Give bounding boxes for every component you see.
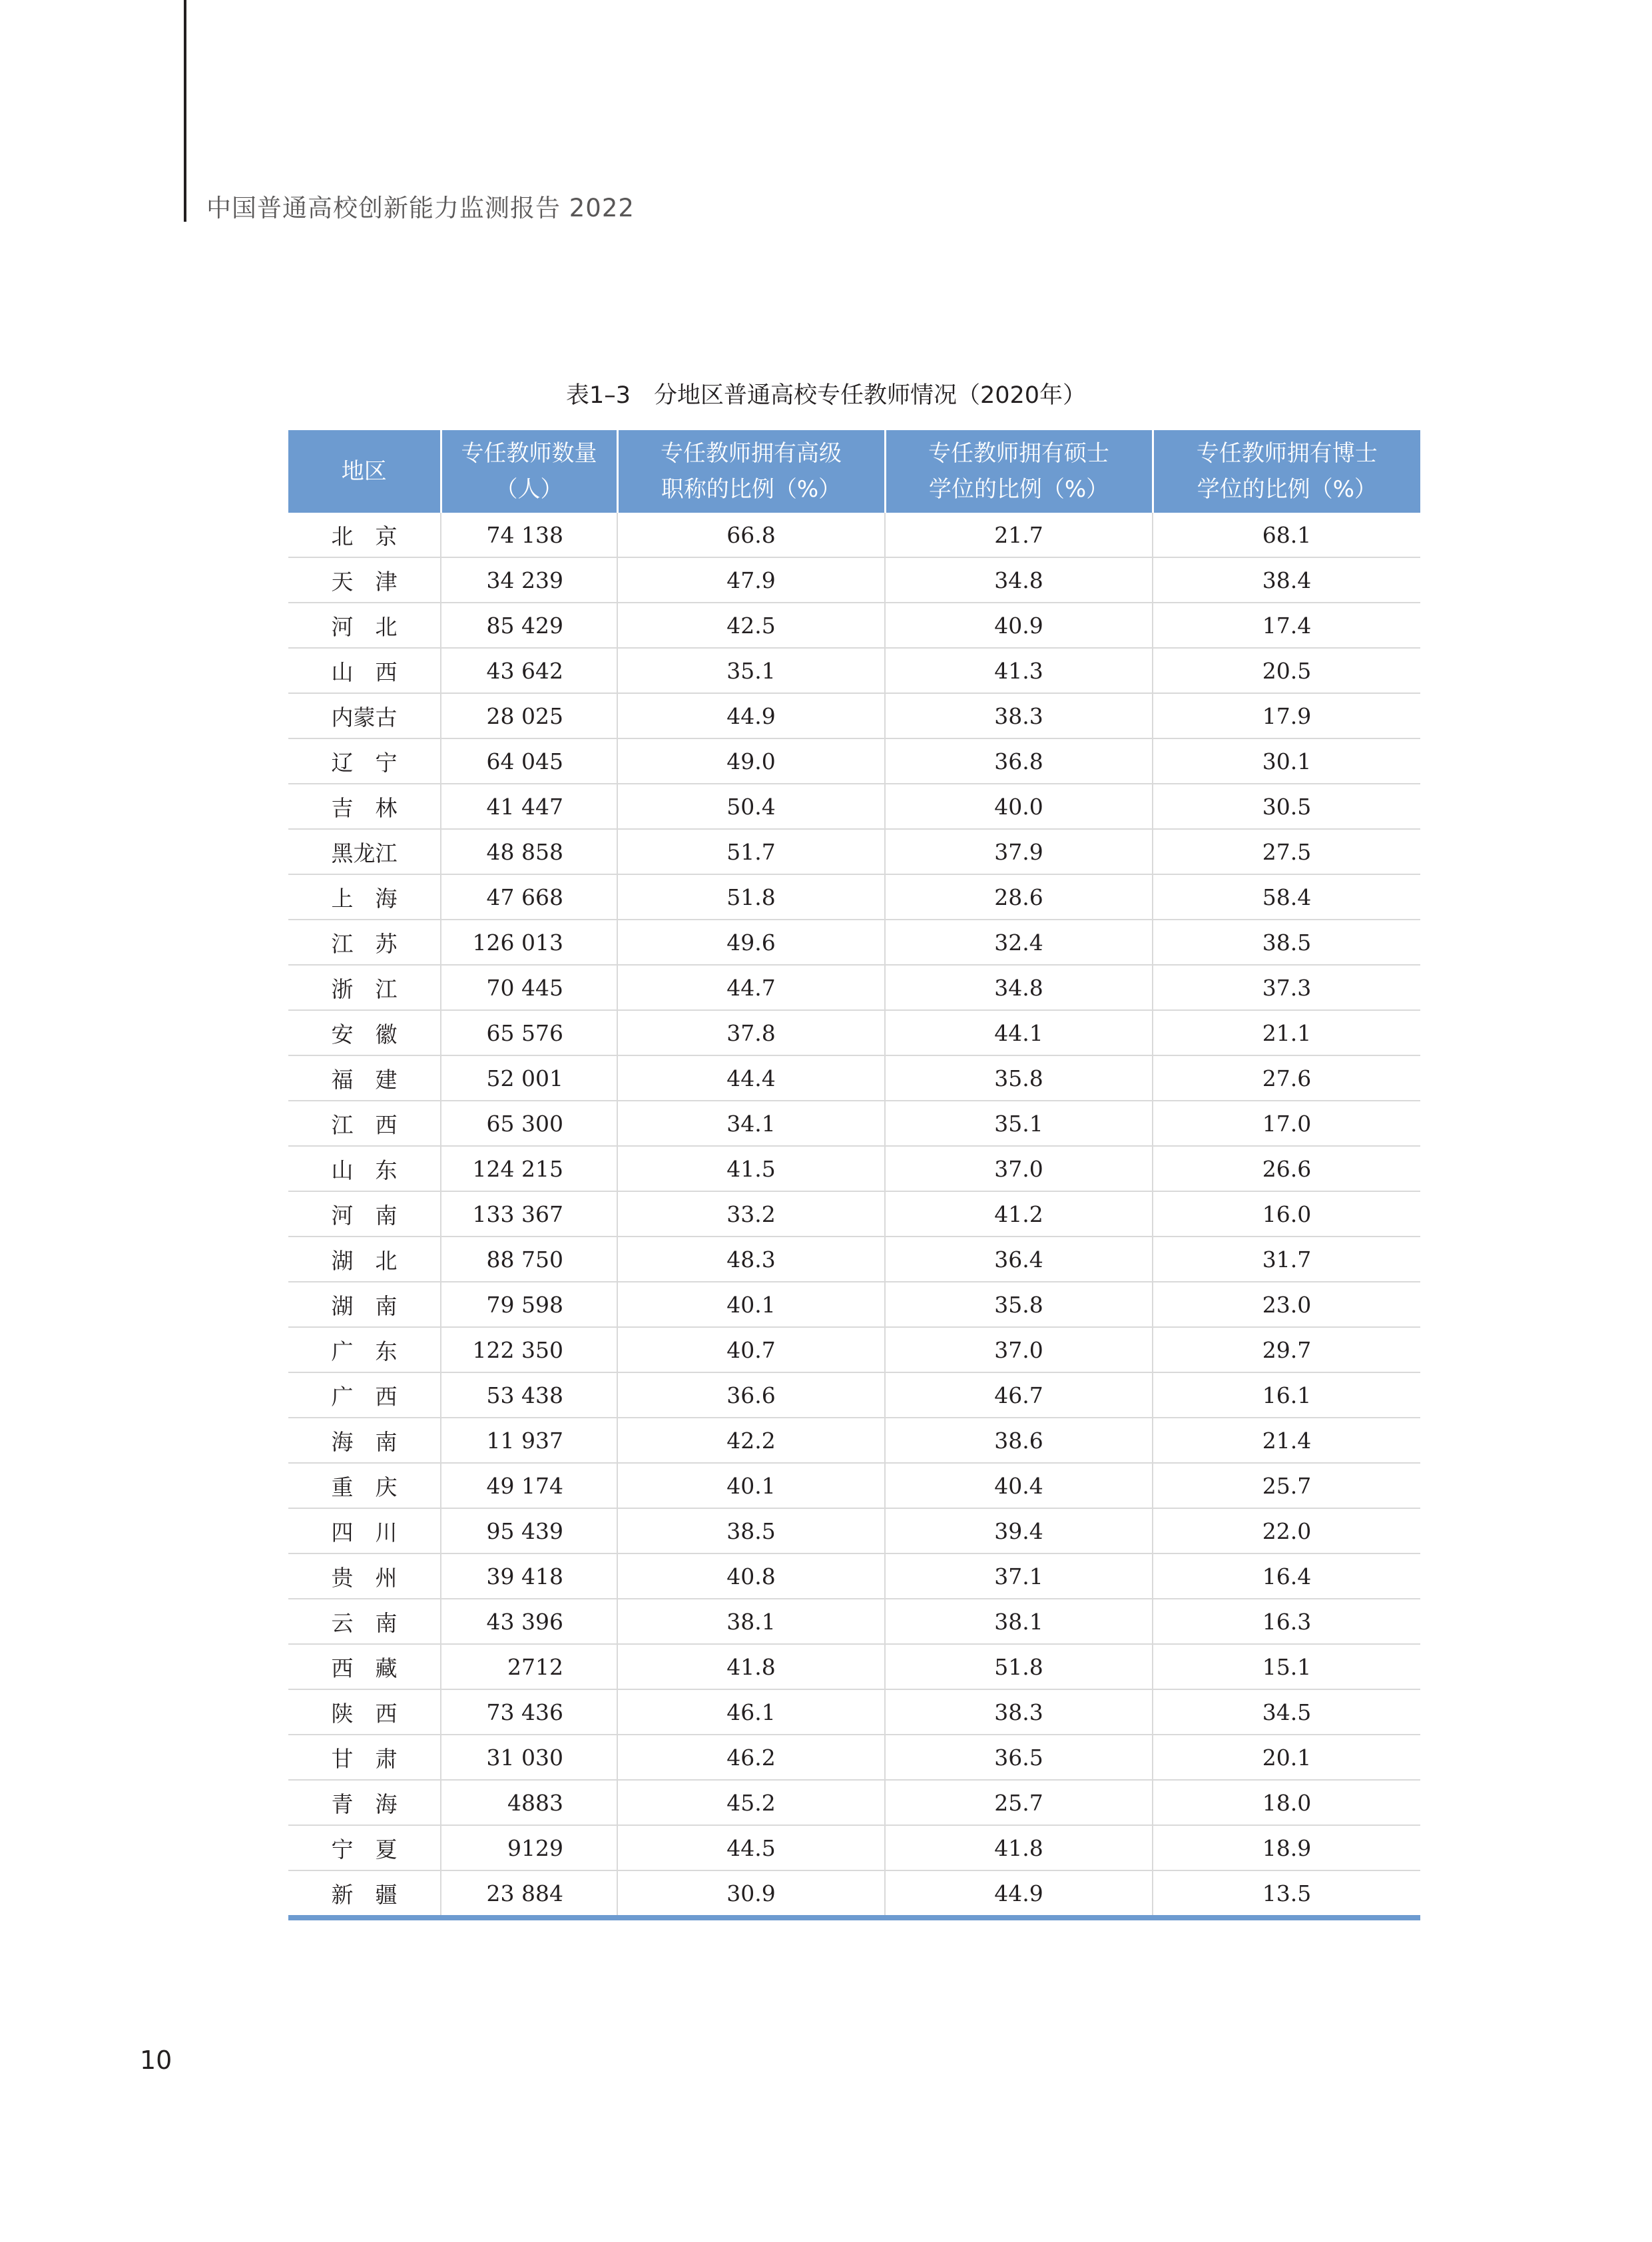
table-row bbox=[288, 829, 1420, 874]
senior-title-ratio-cell: 40.1 bbox=[617, 1463, 885, 1508]
teacher-count-cell: 122 350 bbox=[441, 1327, 617, 1372]
region-cell: 四 川 bbox=[288, 1508, 441, 1553]
master-degree-ratio-cell: 40.9 bbox=[885, 603, 1153, 648]
teacher-count-cell: 65 576 bbox=[441, 1010, 617, 1055]
doctor-degree-ratio-cell: 29.7 bbox=[1153, 1327, 1420, 1372]
table-row bbox=[288, 1010, 1420, 1055]
master-degree-ratio-cell: 38.3 bbox=[885, 1689, 1153, 1735]
doctor-degree-ratio-cell: 23.0 bbox=[1153, 1282, 1420, 1327]
master-degree-ratio-cell: 25.7 bbox=[885, 1780, 1153, 1825]
doctor-degree-ratio-cell: 25.7 bbox=[1153, 1463, 1420, 1508]
senior-title-ratio-cell: 46.1 bbox=[617, 1689, 885, 1735]
table-row bbox=[288, 1735, 1420, 1780]
master-degree-ratio-cell: 35.8 bbox=[885, 1282, 1153, 1327]
teacher-count-cell: 9129 bbox=[441, 1825, 617, 1870]
doctor-degree-ratio-cell: 16.0 bbox=[1153, 1191, 1420, 1237]
doctor-degree-ratio-cell: 30.5 bbox=[1153, 784, 1420, 829]
master-degree-ratio-cell: 38.3 bbox=[885, 693, 1153, 738]
table-row bbox=[288, 557, 1420, 603]
master-degree-ratio-cell: 21.7 bbox=[885, 513, 1153, 557]
table-row bbox=[288, 874, 1420, 920]
region-cell: 陕 西 bbox=[288, 1689, 441, 1735]
region-cell: 宁 夏 bbox=[288, 1825, 441, 1870]
teacher-count-cell: 53 438 bbox=[441, 1372, 617, 1418]
teacher-count-cell: 34 239 bbox=[441, 557, 617, 603]
teacher-count-cell: 43 396 bbox=[441, 1599, 617, 1644]
senior-title-ratio-cell: 44.9 bbox=[617, 693, 885, 738]
region-cell: 河 北 bbox=[288, 603, 441, 648]
doctor-degree-ratio-cell: 26.6 bbox=[1153, 1146, 1420, 1191]
master-degree-ratio-cell: 35.1 bbox=[885, 1101, 1153, 1146]
table-row bbox=[288, 648, 1420, 693]
senior-title-ratio-cell: 36.6 bbox=[617, 1372, 885, 1418]
doctor-degree-ratio-cell: 20.5 bbox=[1153, 648, 1420, 693]
teacher-count-cell: 49 174 bbox=[441, 1463, 617, 1508]
teacher-count-cell: 126 013 bbox=[441, 920, 617, 965]
master-degree-ratio-cell: 39.4 bbox=[885, 1508, 1153, 1553]
table-body bbox=[288, 513, 1420, 1918]
table-row bbox=[288, 1191, 1420, 1237]
senior-title-ratio-cell: 33.2 bbox=[617, 1191, 885, 1237]
header-region: 地区 bbox=[288, 430, 441, 513]
doctor-degree-ratio-cell: 16.1 bbox=[1153, 1372, 1420, 1418]
teacher-count-cell: 74 138 bbox=[441, 513, 617, 557]
master-degree-ratio-cell: 38.1 bbox=[885, 1599, 1153, 1644]
region-cell: 内蒙古 bbox=[288, 693, 441, 738]
region-cell: 江 苏 bbox=[288, 920, 441, 965]
senior-title-ratio-cell: 40.8 bbox=[617, 1553, 885, 1599]
senior-title-ratio-cell: 34.1 bbox=[617, 1101, 885, 1146]
master-degree-ratio-cell: 40.0 bbox=[885, 784, 1153, 829]
region-cell: 新 疆 bbox=[288, 1870, 441, 1918]
master-degree-ratio-cell: 37.1 bbox=[885, 1553, 1153, 1599]
doctor-degree-ratio-cell: 58.4 bbox=[1153, 874, 1420, 920]
region-cell: 湖 北 bbox=[288, 1237, 441, 1282]
doctor-degree-ratio-cell: 16.4 bbox=[1153, 1553, 1420, 1599]
master-degree-ratio-cell: 51.8 bbox=[885, 1644, 1153, 1689]
doctor-degree-ratio-cell: 15.1 bbox=[1153, 1644, 1420, 1689]
table-row bbox=[288, 1780, 1420, 1825]
teacher-count-cell: 95 439 bbox=[441, 1508, 617, 1553]
doctor-degree-ratio-cell: 22.0 bbox=[1153, 1508, 1420, 1553]
table-header-row bbox=[288, 430, 1420, 513]
region-cell: 江 西 bbox=[288, 1101, 441, 1146]
doctor-degree-ratio-cell: 17.4 bbox=[1153, 603, 1420, 648]
doctor-degree-ratio-cell: 20.1 bbox=[1153, 1735, 1420, 1780]
senior-title-ratio-cell: 35.1 bbox=[617, 648, 885, 693]
table-row bbox=[288, 1372, 1420, 1418]
doctor-degree-ratio-cell: 37.3 bbox=[1153, 965, 1420, 1010]
region-cell: 上 海 bbox=[288, 874, 441, 920]
teacher-count-cell: 85 429 bbox=[441, 603, 617, 648]
doctor-degree-ratio-cell: 38.4 bbox=[1153, 557, 1420, 603]
region-cell: 山 西 bbox=[288, 648, 441, 693]
doctor-degree-ratio-cell: 34.5 bbox=[1153, 1689, 1420, 1735]
region-cell: 安 徽 bbox=[288, 1010, 441, 1055]
table-row bbox=[288, 1282, 1420, 1327]
doctor-degree-ratio-cell: 16.3 bbox=[1153, 1599, 1420, 1644]
doctor-degree-ratio-cell: 31.7 bbox=[1153, 1237, 1420, 1282]
doctor-degree-ratio-cell: 13.5 bbox=[1153, 1870, 1420, 1918]
region-cell: 河 南 bbox=[288, 1191, 441, 1237]
senior-title-ratio-cell: 49.6 bbox=[617, 920, 885, 965]
table-row bbox=[288, 1553, 1420, 1599]
table-row bbox=[288, 784, 1420, 829]
senior-title-ratio-cell: 50.4 bbox=[617, 784, 885, 829]
teacher-count-cell: 64 045 bbox=[441, 738, 617, 784]
table-row bbox=[288, 1463, 1420, 1508]
senior-title-ratio-cell: 51.7 bbox=[617, 829, 885, 874]
header-senior-title-ratio: 专任教师拥有高级 职称的比例（%） bbox=[617, 430, 885, 513]
table-row bbox=[288, 1055, 1420, 1101]
doctor-degree-ratio-cell: 17.0 bbox=[1153, 1101, 1420, 1146]
teacher-statistics-table bbox=[288, 430, 1420, 1920]
senior-title-ratio-cell: 37.8 bbox=[617, 1010, 885, 1055]
senior-title-ratio-cell: 41.8 bbox=[617, 1644, 885, 1689]
teacher-count-cell: 52 001 bbox=[441, 1055, 617, 1101]
doctor-degree-ratio-cell: 27.5 bbox=[1153, 829, 1420, 874]
region-cell: 福 建 bbox=[288, 1055, 441, 1101]
table-row bbox=[288, 603, 1420, 648]
region-cell: 海 南 bbox=[288, 1418, 441, 1463]
senior-title-ratio-cell: 46.2 bbox=[617, 1735, 885, 1780]
master-degree-ratio-cell: 34.8 bbox=[885, 557, 1153, 603]
senior-title-ratio-cell: 40.1 bbox=[617, 1282, 885, 1327]
senior-title-ratio-cell: 45.2 bbox=[617, 1780, 885, 1825]
master-degree-ratio-cell: 40.4 bbox=[885, 1463, 1153, 1508]
teacher-count-cell: 2712 bbox=[441, 1644, 617, 1689]
senior-title-ratio-cell: 42.2 bbox=[617, 1418, 885, 1463]
doctor-degree-ratio-cell: 17.9 bbox=[1153, 693, 1420, 738]
region-cell: 山 东 bbox=[288, 1146, 441, 1191]
table-row bbox=[288, 1689, 1420, 1735]
table-row bbox=[288, 1825, 1420, 1870]
table-row bbox=[288, 1418, 1420, 1463]
teacher-count-cell: 133 367 bbox=[441, 1191, 617, 1237]
table-row bbox=[288, 1599, 1420, 1644]
table-row bbox=[288, 693, 1420, 738]
master-degree-ratio-cell: 44.1 bbox=[885, 1010, 1153, 1055]
master-degree-ratio-cell: 36.8 bbox=[885, 738, 1153, 784]
senior-title-ratio-cell: 30.9 bbox=[617, 1870, 885, 1918]
teacher-count-cell: 73 436 bbox=[441, 1689, 617, 1735]
master-degree-ratio-cell: 28.6 bbox=[885, 874, 1153, 920]
teacher-count-cell: 70 445 bbox=[441, 965, 617, 1010]
master-degree-ratio-cell: 36.5 bbox=[885, 1735, 1153, 1780]
teacher-count-cell: 124 215 bbox=[441, 1146, 617, 1191]
region-cell: 湖 南 bbox=[288, 1282, 441, 1327]
senior-title-ratio-cell: 44.4 bbox=[617, 1055, 885, 1101]
margin-rule bbox=[184, 0, 186, 222]
master-degree-ratio-cell: 36.4 bbox=[885, 1237, 1153, 1282]
region-cell: 天 津 bbox=[288, 557, 441, 603]
running-header: 中国普通高校创新能力监测报告 2022 bbox=[206, 194, 635, 222]
table-row bbox=[288, 1146, 1420, 1191]
table-row bbox=[288, 1644, 1420, 1689]
master-degree-ratio-cell: 44.9 bbox=[885, 1870, 1153, 1918]
master-degree-ratio-cell: 46.7 bbox=[885, 1372, 1153, 1418]
senior-title-ratio-cell: 44.7 bbox=[617, 965, 885, 1010]
senior-title-ratio-cell: 66.8 bbox=[617, 513, 885, 557]
region-cell: 北 京 bbox=[288, 513, 441, 557]
region-cell: 甘 肃 bbox=[288, 1735, 441, 1780]
teacher-count-cell: 79 598 bbox=[441, 1282, 617, 1327]
teacher-count-cell: 41 447 bbox=[441, 784, 617, 829]
region-cell: 浙 江 bbox=[288, 965, 441, 1010]
senior-title-ratio-cell: 48.3 bbox=[617, 1237, 885, 1282]
teacher-count-cell: 4883 bbox=[441, 1780, 617, 1825]
table-row bbox=[288, 1327, 1420, 1372]
table-row bbox=[288, 1870, 1420, 1918]
region-cell: 吉 林 bbox=[288, 784, 441, 829]
master-degree-ratio-cell: 41.2 bbox=[885, 1191, 1153, 1237]
master-degree-ratio-cell: 37.0 bbox=[885, 1327, 1153, 1372]
master-degree-ratio-cell: 37.0 bbox=[885, 1146, 1153, 1191]
teacher-count-cell: 39 418 bbox=[441, 1553, 617, 1599]
region-cell: 重 庆 bbox=[288, 1463, 441, 1508]
region-cell: 西 藏 bbox=[288, 1644, 441, 1689]
region-cell: 黑龙江 bbox=[288, 829, 441, 874]
master-degree-ratio-cell: 38.6 bbox=[885, 1418, 1153, 1463]
senior-title-ratio-cell: 41.5 bbox=[617, 1146, 885, 1191]
doctor-degree-ratio-cell: 18.9 bbox=[1153, 1825, 1420, 1870]
table-row bbox=[288, 738, 1420, 784]
table-row bbox=[288, 920, 1420, 965]
table-row bbox=[288, 965, 1420, 1010]
senior-title-ratio-cell: 38.5 bbox=[617, 1508, 885, 1553]
master-degree-ratio-cell: 41.8 bbox=[885, 1825, 1153, 1870]
page-number: 10 bbox=[140, 2046, 172, 2075]
senior-title-ratio-cell: 38.1 bbox=[617, 1599, 885, 1644]
master-degree-ratio-cell: 37.9 bbox=[885, 829, 1153, 874]
table-row bbox=[288, 1237, 1420, 1282]
region-cell: 广 西 bbox=[288, 1372, 441, 1418]
table-row bbox=[288, 1101, 1420, 1146]
teacher-count-cell: 28 025 bbox=[441, 693, 617, 738]
teacher-count-cell: 88 750 bbox=[441, 1237, 617, 1282]
table-row bbox=[288, 513, 1420, 557]
region-cell: 云 南 bbox=[288, 1599, 441, 1644]
master-degree-ratio-cell: 41.3 bbox=[885, 648, 1153, 693]
doctor-degree-ratio-cell: 30.1 bbox=[1153, 738, 1420, 784]
senior-title-ratio-cell: 47.9 bbox=[617, 557, 885, 603]
master-degree-ratio-cell: 34.8 bbox=[885, 965, 1153, 1010]
senior-title-ratio-cell: 51.8 bbox=[617, 874, 885, 920]
region-cell: 广 东 bbox=[288, 1327, 441, 1372]
teacher-count-cell: 43 642 bbox=[441, 648, 617, 693]
master-degree-ratio-cell: 32.4 bbox=[885, 920, 1153, 965]
teacher-count-cell: 23 884 bbox=[441, 1870, 617, 1918]
teacher-count-cell: 31 030 bbox=[441, 1735, 617, 1780]
doctor-degree-ratio-cell: 38.5 bbox=[1153, 920, 1420, 965]
region-cell: 辽 宁 bbox=[288, 738, 441, 784]
teacher-count-cell: 47 668 bbox=[441, 874, 617, 920]
doctor-degree-ratio-cell: 68.1 bbox=[1153, 513, 1420, 557]
senior-title-ratio-cell: 40.7 bbox=[617, 1327, 885, 1372]
master-degree-ratio-cell: 35.8 bbox=[885, 1055, 1153, 1101]
header-master-degree-ratio: 专任教师拥有硕士 学位的比例（%） bbox=[885, 430, 1153, 513]
doctor-degree-ratio-cell: 18.0 bbox=[1153, 1780, 1420, 1825]
header-doctor-degree-ratio: 专任教师拥有博士 学位的比例（%） bbox=[1153, 430, 1420, 513]
region-cell: 青 海 bbox=[288, 1780, 441, 1825]
teacher-count-cell: 48 858 bbox=[441, 829, 617, 874]
teacher-count-cell: 65 300 bbox=[441, 1101, 617, 1146]
doctor-degree-ratio-cell: 27.6 bbox=[1153, 1055, 1420, 1101]
teacher-count-cell: 11 937 bbox=[441, 1418, 617, 1463]
table-row bbox=[288, 1508, 1420, 1553]
region-cell: 贵 州 bbox=[288, 1553, 441, 1599]
table-caption: 表1–3 分地区普通高校专任教师情况（2020年） bbox=[565, 382, 1087, 409]
doctor-degree-ratio-cell: 21.4 bbox=[1153, 1418, 1420, 1463]
senior-title-ratio-cell: 49.0 bbox=[617, 738, 885, 784]
doctor-degree-ratio-cell: 21.1 bbox=[1153, 1010, 1420, 1055]
senior-title-ratio-cell: 44.5 bbox=[617, 1825, 885, 1870]
header-teacher-count: 专任教师数量 （人） bbox=[441, 430, 617, 513]
senior-title-ratio-cell: 42.5 bbox=[617, 603, 885, 648]
